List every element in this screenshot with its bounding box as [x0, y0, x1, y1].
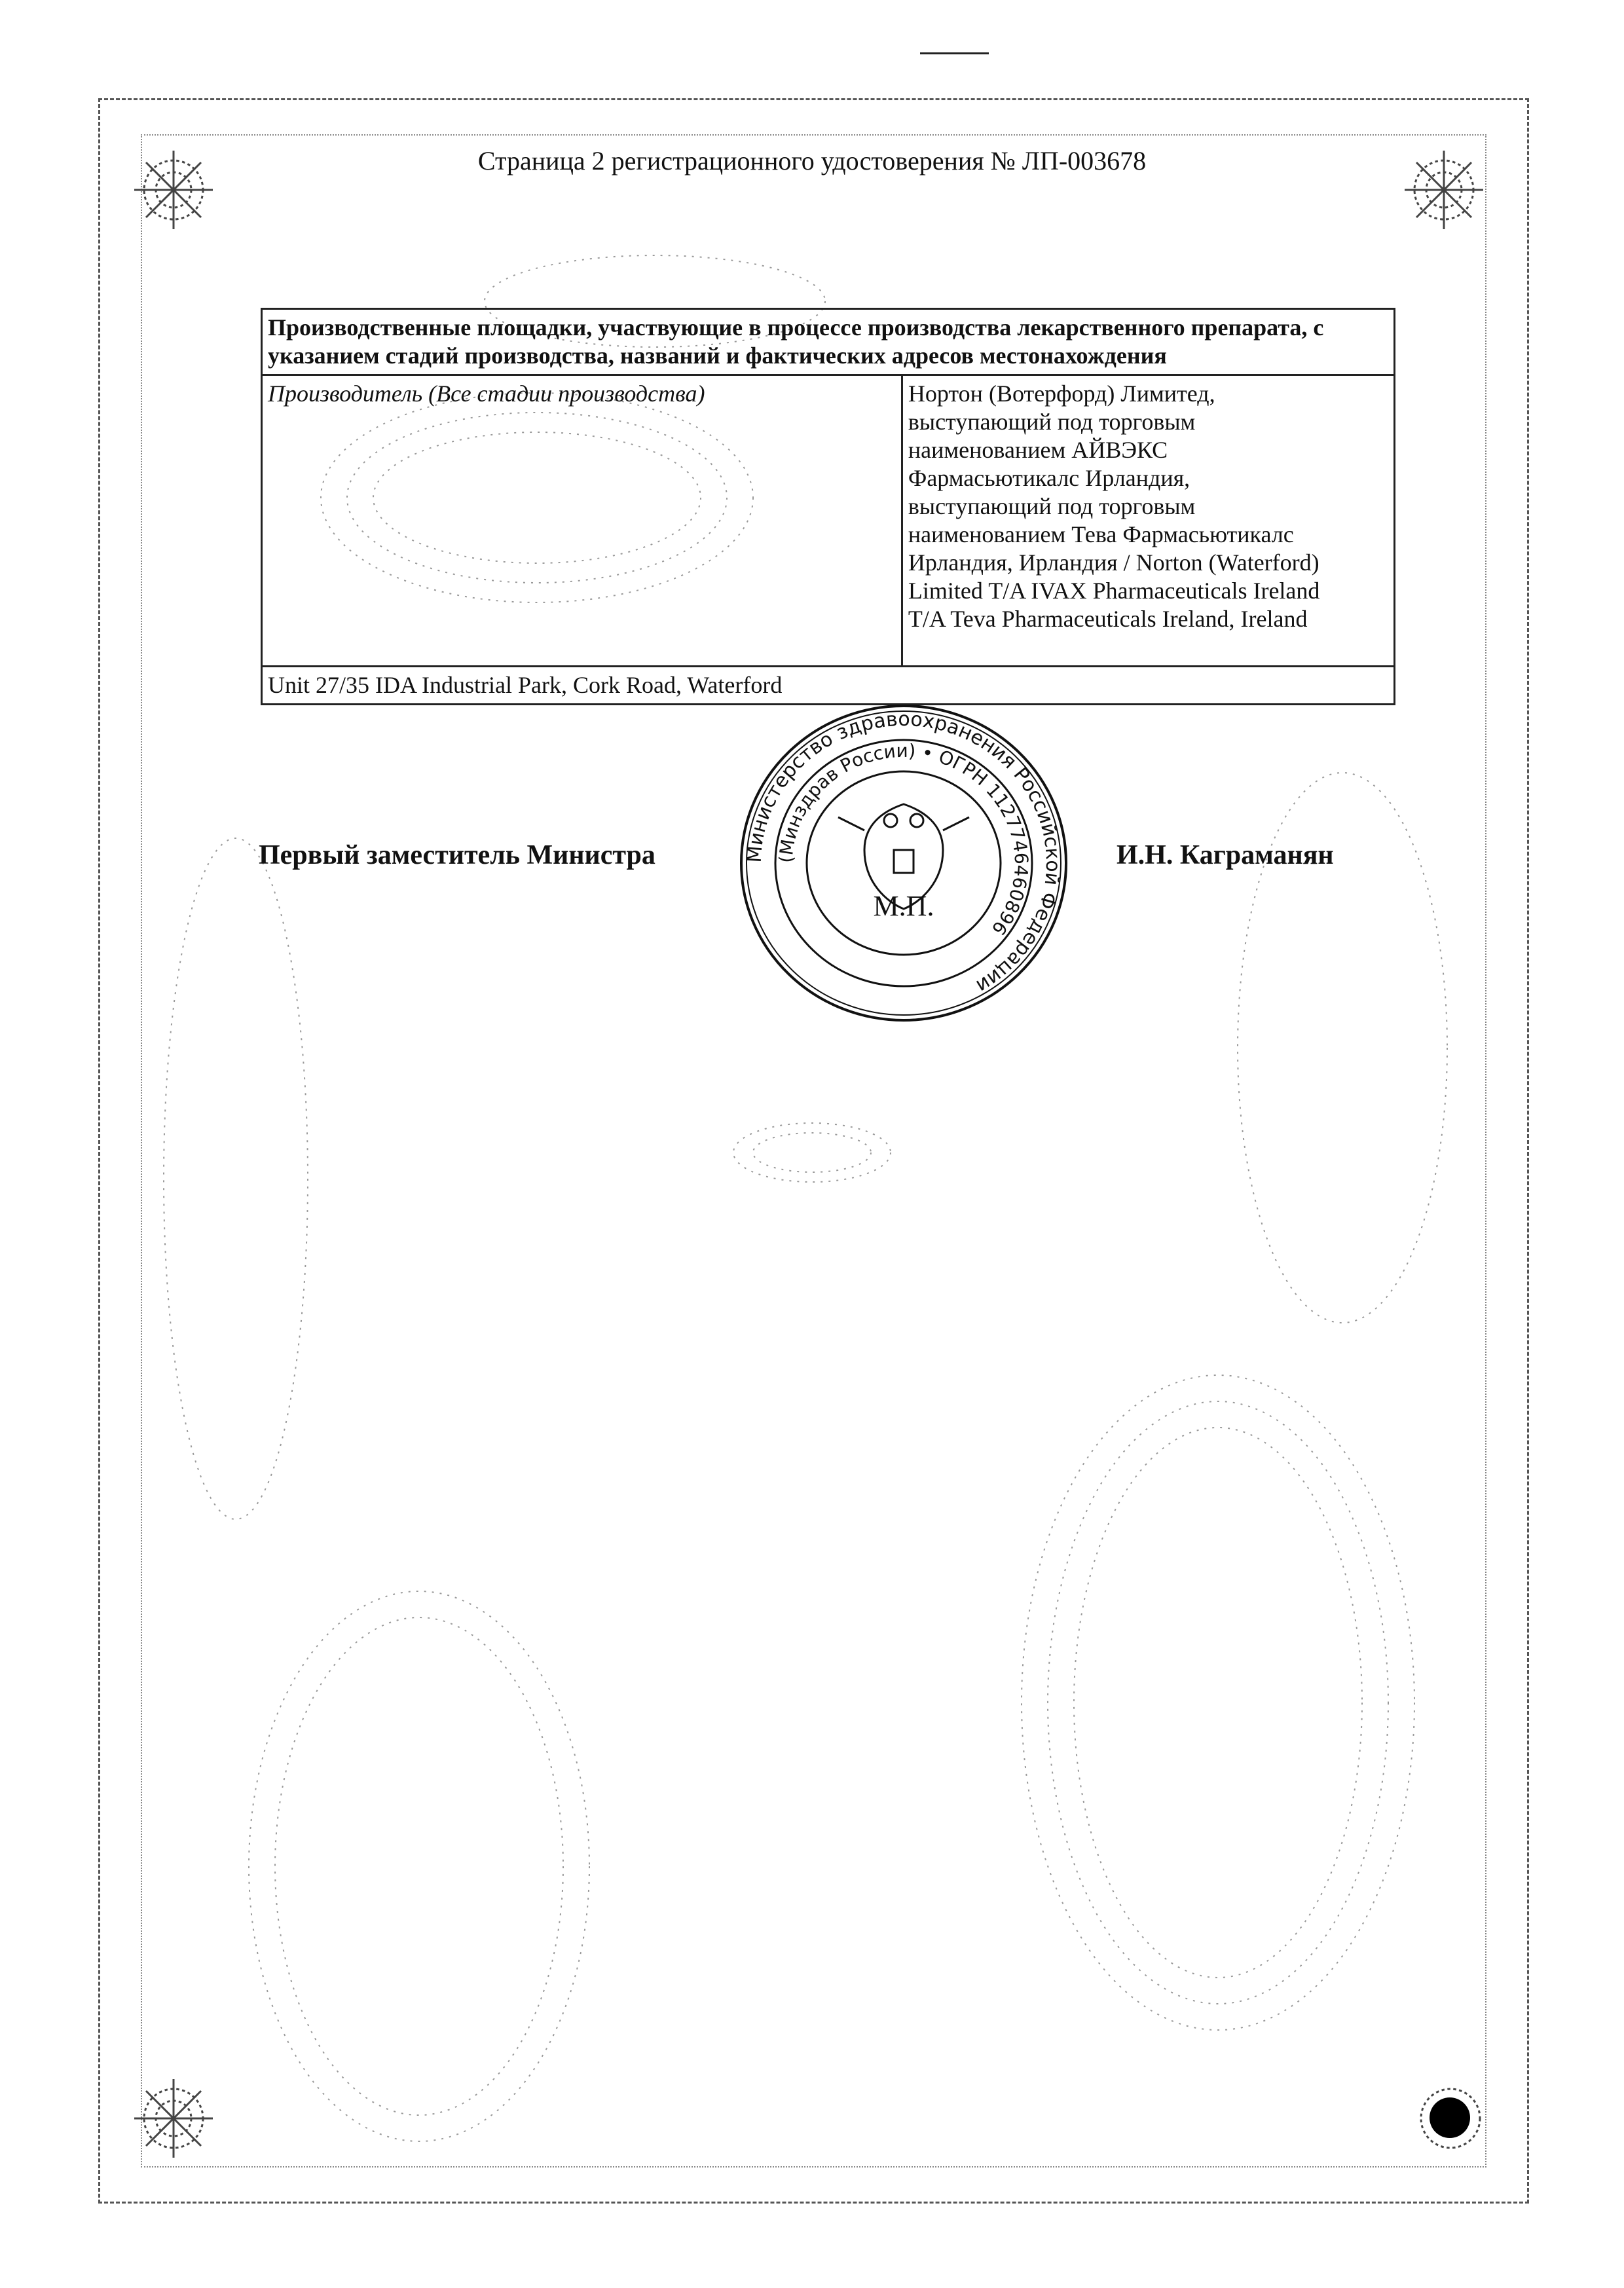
table-header-row: [262, 309, 1395, 375]
signatory-name: И.Н. Каграманян: [1116, 840, 1334, 870]
seal-center-label: М.П.: [873, 890, 934, 922]
address-text: Unit 27/35 IDA Industrial Park, Cork Road, Waterford: [268, 672, 783, 698]
table-header-cell: [262, 309, 1395, 375]
filled-dot-icon: [1430, 2097, 1470, 2138]
manufacturer-line: Фармасьютикалс Ирландия,: [908, 465, 1190, 491]
seal-outer-text: Министерство здравоохранения Российской Федерации: [743, 707, 1065, 998]
production-sites-table: [261, 308, 1395, 705]
manufacturer-line: выступающий под торговым: [908, 409, 1196, 435]
table-row: [262, 667, 1395, 705]
manufacturer-line: Ирландия, Ирландия / Norton (Waterford): [908, 549, 1320, 576]
manufacturer-line: наименованием АЙВЭКС: [908, 437, 1168, 463]
manufacturer-line: Limited T/A IVAX Pharmaceuticals Ireland: [908, 578, 1320, 604]
table-row: [262, 375, 1395, 667]
manufacturer-line: T/A Teva Pharmaceuticals Ireland, Ireland: [908, 606, 1308, 632]
seal-graphic: [733, 699, 1074, 1027]
official-seal: [733, 699, 1074, 1027]
manufacturer-line: наименованием Тева Фармасьютикалс: [908, 521, 1294, 547]
corner-rosette-icon: [124, 2069, 223, 2168]
table-header-text: Производственные площадки, участвующие в процессе производства лекарственного препарата, с указанием стадий производства, названий и фактических адресов местонахождения: [268, 314, 1324, 369]
manufacturer-cell: [902, 375, 1394, 667]
top-line-mark: [920, 52, 989, 54]
production-stage-cell: [262, 375, 902, 667]
page-title: Страница 2 регистрационного удостоверения № ЛП-003678: [477, 146, 1147, 175]
address-cell: [262, 667, 1395, 705]
manufacturer-line: Нортон (Вотерфорд) Лимитед,: [908, 380, 1215, 407]
manufacturer-line: выступающий под торговым: [908, 493, 1196, 519]
seal-inner-text: (Минздрав России) • ОГРН 1127746460896: [775, 739, 1033, 940]
signatory-position: Первый заместитель Министра: [259, 840, 655, 870]
production-stage-text: Производитель (Все стадии производства): [268, 380, 705, 407]
